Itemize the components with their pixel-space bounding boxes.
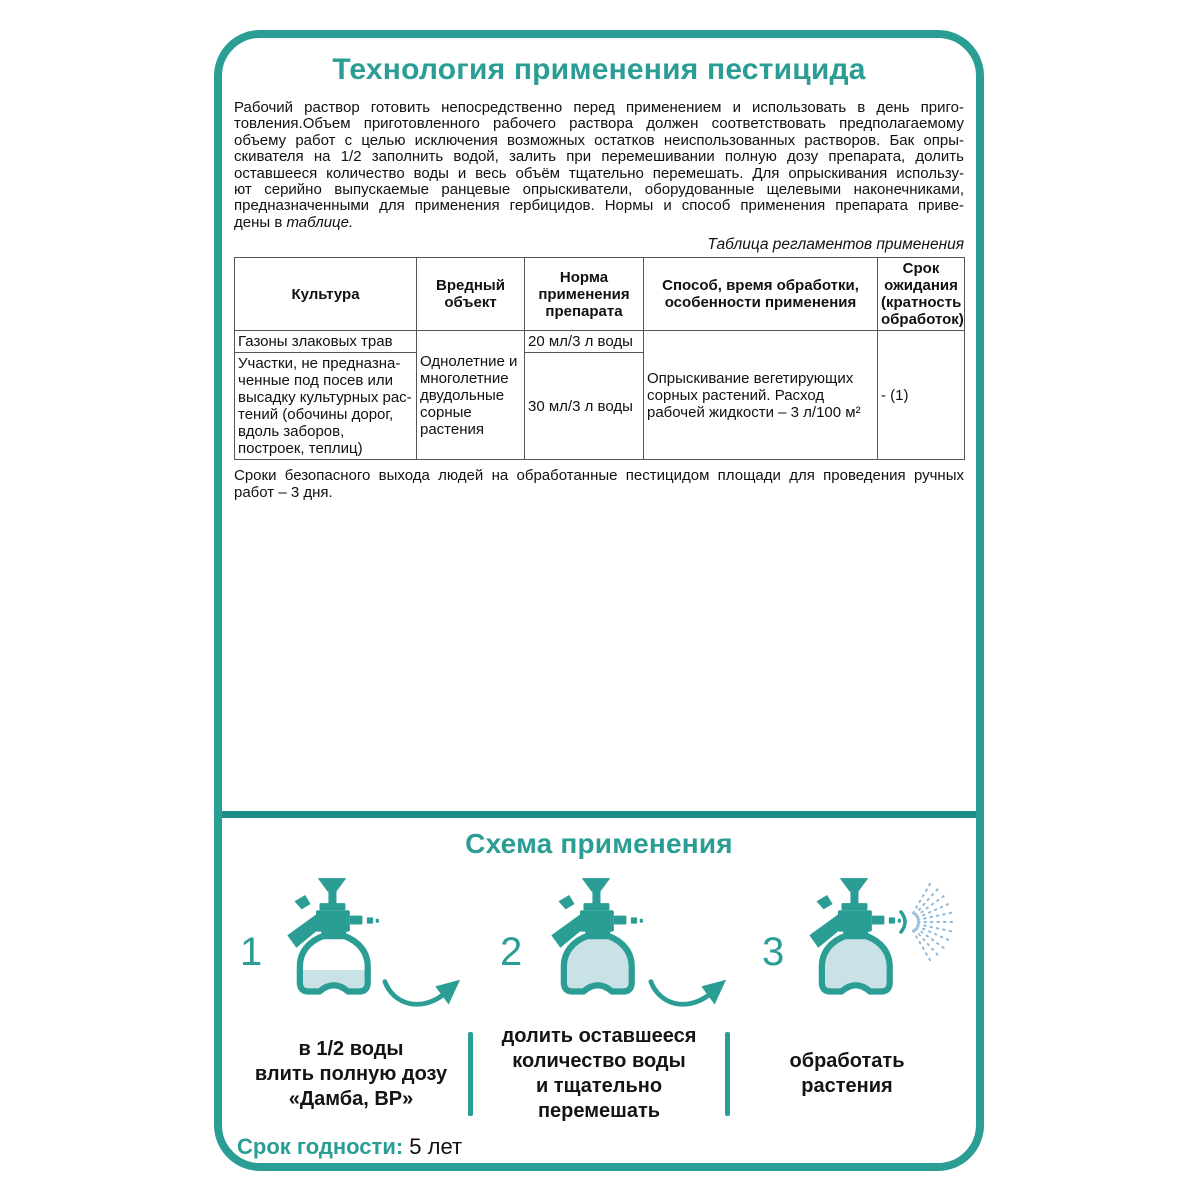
col-header-waiting: Срок ожидания (кратность обработок) [878,258,965,331]
sprayer-icon [546,878,646,996]
sprayer-icon [804,878,904,996]
caption-line: перемешать [537,1100,661,1123]
safety-note-line: Сроки безопасного выхода людей на обработанные пестицидом площади для проведения ручных [234,467,964,485]
col-header-rate: Норма применения препарата [525,258,644,331]
table-caption: Таблица регламентов применения [707,236,964,254]
step-number-3: 3 [762,930,785,975]
step-caption-2 [473,1024,725,1124]
schema-steps [234,872,964,1012]
step-captions [234,1024,964,1124]
section-divider [222,811,976,818]
cell-culture-1: Газоны злаковых трав [235,331,417,353]
intro-table-ref: таблице. [286,213,354,231]
caption-line: обработать [789,1050,905,1073]
step-caption-1 [234,1037,468,1112]
application-regulations-table [234,257,965,460]
intro-paragraph [234,100,964,231]
caption-line: в 1/2 воды [298,1037,404,1060]
step-number-2: 2 [500,930,523,975]
cell-method: Опрыскивание вегетирующих сорных растений. Расход рабочей жидкости – 3 л/100 м² [644,331,878,460]
col-header-culture: Культура [235,258,417,331]
intro-line: объему работ с целью исключения возможных остатков неиспользованных растворов. Бак опры- [234,131,964,149]
curved-arrow-icon [646,974,730,1014]
table-row [235,331,965,353]
shelf-life [234,1134,964,1160]
safety-note [234,468,964,501]
intro-last-line-text: дены в [234,213,287,231]
intro-line: товления.Объем приготовленного рабочего раствора должен соответствовать предполагаемому [234,115,964,133]
shelf-life-label: Срок годности: [237,1134,404,1160]
caption-line: количество воды [512,1050,686,1073]
cell-waiting: - (1) [878,331,965,460]
step-number-1: 1 [240,930,263,975]
caption-line: «Дамба, ВР» [288,1087,414,1110]
cell-rate-1: 20 мл/3 л воды [525,331,644,353]
intro-line: Рабочий раствор готовить непосредственно перед применением и использовать в день приго- [234,99,964,116]
schema-title: Схема применения [465,828,733,860]
safety-note-line: работ – 3 дня. [234,483,333,501]
intro-line: оставшееся количество воды и весь объём тщательно перемешать. Для опрыскивания использу- [234,164,964,182]
sprayer-icon [282,878,382,996]
caption-line: влить полную дозу [254,1062,448,1085]
intro-line: предназначенными для применения гербицидов. Нормы и способ применения препарата приве- [234,197,964,215]
col-header-pest: Вредный объект [417,258,525,331]
col-header-method: Способ, время обработки, особенности применения [644,258,878,331]
caption-line: растения [801,1075,893,1098]
caption-line: и тщательно [535,1075,663,1098]
label-content [222,53,976,1160]
intro-last-line [234,215,964,231]
intro-line: скивателя на 1/2 заполнить водой, залить при перемешивании полную дозу препарата, долить [234,148,964,166]
spray-mist-icon [898,868,956,976]
curved-arrow-icon [380,974,464,1014]
caption-line: долить оставшееся [501,1025,697,1048]
page-title: Технология применения пестицида [332,53,866,86]
step-caption-3 [730,1049,964,1099]
cell-rate-2: 30 мл/3 л воды [525,353,644,460]
intro-line: ют серийно выпускаемые ранцевые опрыскиватели, оборудованные щелевыми наконечниками, [234,181,964,199]
shelf-life-value: 5 лет [409,1134,463,1160]
label-frame [214,30,984,1171]
table-header-row [235,258,965,331]
cell-pest: Однолетние и многолетние двудольные сорные растения [417,331,525,460]
cell-culture-2: Участки, не предназна-ченные под посев или высадку культурных рас- тений (обочины дорог, вдоль заборов, построек, теплиц) [235,353,417,460]
